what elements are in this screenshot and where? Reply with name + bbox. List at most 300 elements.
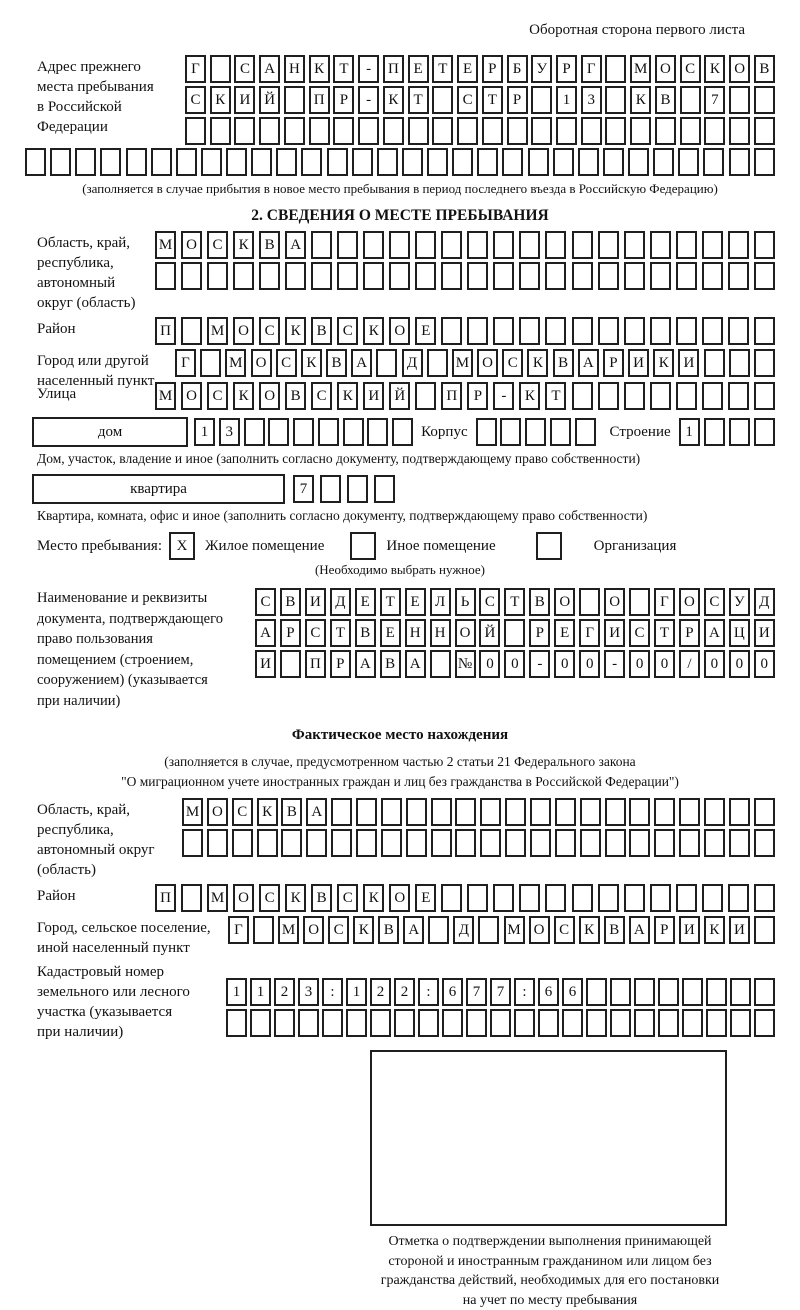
char-cell[interactable] (442, 1009, 463, 1037)
char-cell[interactable] (363, 262, 384, 290)
char-cell[interactable]: О (251, 349, 272, 377)
char-cell[interactable] (394, 1009, 415, 1037)
char-cell[interactable]: Е (554, 619, 575, 647)
char-cell[interactable] (678, 148, 699, 176)
char-cell[interactable] (519, 317, 540, 345)
char-cell[interactable]: А (255, 619, 276, 647)
char-cell[interactable] (455, 829, 476, 857)
char-cell[interactable]: Р (603, 349, 624, 377)
char-cell[interactable]: Р (529, 619, 550, 647)
char-cell[interactable]: К (285, 884, 306, 912)
char-cell[interactable] (276, 148, 297, 176)
char-cell[interactable] (257, 829, 278, 857)
char-cell[interactable]: 6 (538, 978, 559, 1006)
char-cell[interactable] (480, 829, 501, 857)
char-cell[interactable]: / (679, 650, 700, 678)
char-cell[interactable] (176, 148, 197, 176)
char-cell[interactable] (298, 1009, 319, 1037)
char-cell[interactable] (555, 798, 576, 826)
char-cell[interactable]: 3 (298, 978, 319, 1006)
char-cell[interactable] (634, 1009, 655, 1037)
char-cell[interactable]: С (207, 382, 228, 410)
char-cell[interactable] (389, 262, 410, 290)
char-cell[interactable]: С (479, 588, 500, 616)
char-cell[interactable]: Е (380, 619, 401, 647)
char-cell[interactable]: Р (333, 86, 354, 114)
char-cell[interactable] (441, 317, 462, 345)
char-cell[interactable] (226, 1009, 247, 1037)
char-cell[interactable] (500, 418, 521, 446)
char-cell[interactable] (556, 117, 577, 145)
char-cell[interactable] (754, 884, 775, 912)
char-cell[interactable] (381, 829, 402, 857)
char-cell[interactable] (629, 829, 650, 857)
char-cell[interactable]: У (531, 55, 552, 83)
char-cell[interactable]: Д (453, 916, 474, 944)
char-cell[interactable] (250, 1009, 271, 1037)
char-cell[interactable]: Р (679, 619, 700, 647)
checkbox-organizatsiya[interactable] (536, 532, 562, 560)
char-cell[interactable]: - (604, 650, 625, 678)
char-cell[interactable]: Т (654, 619, 675, 647)
char-cell[interactable]: С (305, 619, 326, 647)
char-cell[interactable] (490, 1009, 511, 1037)
char-cell[interactable] (311, 231, 332, 259)
char-cell[interactable]: К (337, 382, 358, 410)
char-cell[interactable]: О (207, 798, 228, 826)
char-cell[interactable] (729, 117, 750, 145)
char-cell[interactable]: Н (284, 55, 305, 83)
char-cell[interactable]: К (519, 382, 540, 410)
char-cell[interactable]: К (653, 349, 674, 377)
char-cell[interactable]: К (630, 86, 651, 114)
char-cell[interactable] (658, 978, 679, 1006)
char-cell[interactable]: К (363, 884, 384, 912)
char-cell[interactable] (25, 148, 46, 176)
char-cell[interactable]: К (704, 55, 725, 83)
char-cell[interactable]: Е (415, 317, 436, 345)
char-cell[interactable]: О (679, 588, 700, 616)
char-cell[interactable] (676, 382, 697, 410)
char-cell[interactable]: С (554, 916, 575, 944)
char-cell[interactable] (207, 262, 228, 290)
char-cell[interactable] (605, 829, 626, 857)
char-cell[interactable]: 1 (250, 978, 271, 1006)
char-cell[interactable]: Н (430, 619, 451, 647)
char-cell[interactable] (253, 916, 274, 944)
char-cell[interactable] (318, 418, 339, 446)
char-cell[interactable]: С (337, 884, 358, 912)
char-cell[interactable]: О (181, 382, 202, 410)
char-cell[interactable] (268, 418, 289, 446)
char-cell[interactable]: 1 (346, 978, 367, 1006)
char-cell[interactable]: М (504, 916, 525, 944)
char-cell[interactable] (682, 978, 703, 1006)
char-cell[interactable]: С (502, 349, 523, 377)
char-cell[interactable] (505, 829, 526, 857)
char-cell[interactable] (477, 148, 498, 176)
char-cell[interactable]: И (729, 916, 750, 944)
char-cell[interactable] (654, 798, 675, 826)
char-cell[interactable]: : (322, 978, 343, 1006)
char-cell[interactable]: 2 (274, 978, 295, 1006)
char-cell[interactable]: С (328, 916, 349, 944)
char-cell[interactable]: О (303, 916, 324, 944)
char-cell[interactable]: П (305, 650, 326, 678)
char-cell[interactable] (274, 1009, 295, 1037)
char-cell[interactable] (306, 829, 327, 857)
char-cell[interactable] (75, 148, 96, 176)
char-cell[interactable] (629, 798, 650, 826)
char-cell[interactable]: В (529, 588, 550, 616)
char-cell[interactable] (311, 262, 332, 290)
char-cell[interactable]: А (355, 650, 376, 678)
char-cell[interactable] (754, 148, 775, 176)
char-cell[interactable] (441, 231, 462, 259)
char-cell[interactable]: Р (330, 650, 351, 678)
char-cell[interactable]: В (553, 349, 574, 377)
char-cell[interactable]: Г (654, 588, 675, 616)
char-cell[interactable]: Т (380, 588, 401, 616)
char-cell[interactable] (226, 148, 247, 176)
char-cell[interactable]: 0 (579, 650, 600, 678)
char-cell[interactable] (598, 262, 619, 290)
char-cell[interactable]: Т (432, 55, 453, 83)
char-cell[interactable] (729, 829, 750, 857)
char-cell[interactable] (704, 117, 725, 145)
char-cell[interactable]: Й (259, 86, 280, 114)
char-cell[interactable]: 2 (394, 978, 415, 1006)
char-cell[interactable]: С (629, 619, 650, 647)
char-cell[interactable]: - (358, 55, 379, 83)
char-cell[interactable] (493, 231, 514, 259)
char-cell[interactable]: 2 (370, 978, 391, 1006)
char-cell[interactable] (531, 86, 552, 114)
char-cell[interactable]: И (255, 650, 276, 678)
char-cell[interactable]: Е (405, 588, 426, 616)
char-cell[interactable] (432, 86, 453, 114)
char-cell[interactable] (580, 829, 601, 857)
char-cell[interactable] (466, 1009, 487, 1037)
char-cell[interactable]: Б (507, 55, 528, 83)
char-cell[interactable] (553, 148, 574, 176)
char-cell[interactable]: К (233, 382, 254, 410)
char-cell[interactable] (729, 349, 750, 377)
char-cell[interactable]: С (255, 588, 276, 616)
char-cell[interactable] (728, 317, 749, 345)
char-cell[interactable] (50, 148, 71, 176)
char-cell[interactable] (603, 148, 624, 176)
char-cell[interactable]: К (579, 916, 600, 944)
char-cell[interactable] (259, 262, 280, 290)
char-cell[interactable] (545, 884, 566, 912)
char-cell[interactable] (629, 588, 650, 616)
char-cell[interactable] (704, 349, 725, 377)
char-cell[interactable] (530, 798, 551, 826)
char-cell[interactable]: 0 (729, 650, 750, 678)
char-cell[interactable]: Т (408, 86, 429, 114)
char-cell[interactable] (528, 148, 549, 176)
char-cell[interactable] (729, 148, 750, 176)
char-cell[interactable] (374, 475, 395, 503)
char-cell[interactable] (653, 148, 674, 176)
char-cell[interactable]: И (678, 349, 699, 377)
char-cell[interactable] (579, 588, 600, 616)
char-cell[interactable] (728, 262, 749, 290)
char-cell[interactable]: 3 (581, 86, 602, 114)
char-cell[interactable] (480, 798, 501, 826)
char-cell[interactable]: С (259, 317, 280, 345)
char-cell[interactable] (655, 117, 676, 145)
char-cell[interactable] (530, 829, 551, 857)
char-cell[interactable]: П (441, 382, 462, 410)
char-cell[interactable] (320, 475, 341, 503)
char-cell[interactable] (346, 1009, 367, 1037)
char-cell[interactable]: О (529, 916, 550, 944)
char-cell[interactable] (630, 117, 651, 145)
char-cell[interactable] (457, 117, 478, 145)
char-cell[interactable] (572, 262, 593, 290)
char-cell[interactable] (126, 148, 147, 176)
char-cell[interactable]: Д (754, 588, 775, 616)
char-cell[interactable] (363, 231, 384, 259)
char-cell[interactable]: С (337, 317, 358, 345)
char-cell[interactable] (155, 262, 176, 290)
char-cell[interactable]: К (309, 55, 330, 83)
char-cell[interactable] (427, 349, 448, 377)
char-cell[interactable]: И (234, 86, 255, 114)
char-cell[interactable] (482, 117, 503, 145)
char-cell[interactable]: В (378, 916, 399, 944)
char-cell[interactable]: № (455, 650, 476, 678)
char-cell[interactable]: А (306, 798, 327, 826)
char-cell[interactable]: Т (330, 619, 351, 647)
char-cell[interactable]: К (210, 86, 231, 114)
char-cell[interactable]: П (383, 55, 404, 83)
char-cell[interactable] (545, 317, 566, 345)
char-cell[interactable]: К (353, 916, 374, 944)
char-cell[interactable] (598, 382, 619, 410)
char-cell[interactable]: А (704, 619, 725, 647)
char-cell[interactable]: 3 (219, 418, 240, 446)
char-cell[interactable]: Д (330, 588, 351, 616)
char-cell[interactable] (370, 1009, 391, 1037)
char-cell[interactable]: С (276, 349, 297, 377)
char-cell[interactable] (415, 262, 436, 290)
char-cell[interactable]: Е (355, 588, 376, 616)
char-cell[interactable] (703, 148, 724, 176)
char-cell[interactable] (555, 829, 576, 857)
char-cell[interactable]: С (457, 86, 478, 114)
checkbox-zhiloe[interactable]: X (169, 532, 195, 560)
char-cell[interactable]: В (311, 317, 332, 345)
char-cell[interactable]: М (207, 884, 228, 912)
char-cell[interactable] (356, 829, 377, 857)
char-cell[interactable]: Р (467, 382, 488, 410)
char-cell[interactable] (679, 798, 700, 826)
char-cell[interactable] (728, 884, 749, 912)
char-cell[interactable]: О (389, 317, 410, 345)
char-cell[interactable] (624, 884, 645, 912)
char-cell[interactable]: - (358, 86, 379, 114)
char-cell[interactable]: 7 (466, 978, 487, 1006)
char-cell[interactable] (367, 418, 388, 446)
char-cell[interactable]: О (233, 884, 254, 912)
char-cell[interactable] (337, 262, 358, 290)
char-cell[interactable] (251, 148, 272, 176)
char-cell[interactable] (392, 418, 413, 446)
char-cell[interactable] (181, 884, 202, 912)
char-cell[interactable]: Л (430, 588, 451, 616)
char-cell[interactable] (502, 148, 523, 176)
char-cell[interactable] (232, 829, 253, 857)
char-cell[interactable] (586, 1009, 607, 1037)
char-cell[interactable] (624, 317, 645, 345)
char-cell[interactable] (572, 382, 593, 410)
char-cell[interactable]: И (679, 916, 700, 944)
char-cell[interactable]: Р (507, 86, 528, 114)
char-cell[interactable]: 7 (293, 475, 314, 503)
char-cell[interactable] (337, 231, 358, 259)
char-cell[interactable] (605, 86, 626, 114)
char-cell[interactable]: О (455, 619, 476, 647)
char-cell[interactable]: Й (389, 382, 410, 410)
char-cell[interactable] (467, 317, 488, 345)
char-cell[interactable]: Н (405, 619, 426, 647)
char-cell[interactable] (538, 1009, 559, 1037)
char-cell[interactable] (624, 382, 645, 410)
char-cell[interactable] (181, 317, 202, 345)
char-cell[interactable] (322, 1009, 343, 1037)
char-cell[interactable]: Г (175, 349, 196, 377)
char-cell[interactable] (730, 1009, 751, 1037)
char-cell[interactable] (455, 798, 476, 826)
char-cell[interactable] (309, 117, 330, 145)
char-cell[interactable] (406, 798, 427, 826)
char-cell[interactable]: И (305, 588, 326, 616)
char-cell[interactable] (586, 978, 607, 1006)
char-cell[interactable]: Т (482, 86, 503, 114)
char-cell[interactable] (281, 829, 302, 857)
char-cell[interactable]: В (281, 798, 302, 826)
char-cell[interactable] (210, 117, 231, 145)
char-cell[interactable] (531, 117, 552, 145)
char-cell[interactable]: 1 (226, 978, 247, 1006)
char-cell[interactable] (702, 884, 723, 912)
char-cell[interactable] (754, 317, 775, 345)
char-cell[interactable]: О (604, 588, 625, 616)
char-cell[interactable] (181, 262, 202, 290)
char-cell[interactable]: А (629, 916, 650, 944)
char-cell[interactable] (441, 884, 462, 912)
char-cell[interactable] (284, 117, 305, 145)
char-cell[interactable] (575, 418, 596, 446)
char-cell[interactable]: С (704, 588, 725, 616)
char-cell[interactable]: Р (654, 916, 675, 944)
char-cell[interactable]: Й (479, 619, 500, 647)
char-cell[interactable]: Д (402, 349, 423, 377)
char-cell[interactable] (331, 829, 352, 857)
char-cell[interactable] (408, 117, 429, 145)
char-cell[interactable]: П (155, 884, 176, 912)
char-cell[interactable] (200, 349, 221, 377)
char-cell[interactable] (704, 798, 725, 826)
char-cell[interactable] (284, 86, 305, 114)
char-cell[interactable] (333, 117, 354, 145)
char-cell[interactable]: С (259, 884, 280, 912)
char-cell[interactable] (728, 231, 749, 259)
char-cell[interactable]: А (351, 349, 372, 377)
char-cell[interactable]: К (257, 798, 278, 826)
char-cell[interactable] (754, 978, 775, 1006)
char-cell[interactable]: К (233, 231, 254, 259)
char-cell[interactable]: И (628, 349, 649, 377)
char-cell[interactable]: Т (333, 55, 354, 83)
char-cell[interactable] (598, 884, 619, 912)
char-cell[interactable]: О (233, 317, 254, 345)
char-cell[interactable] (580, 798, 601, 826)
char-cell[interactable] (572, 317, 593, 345)
char-cell[interactable] (754, 916, 775, 944)
char-cell[interactable] (358, 117, 379, 145)
char-cell[interactable] (182, 829, 203, 857)
char-cell[interactable] (233, 262, 254, 290)
char-cell[interactable] (519, 884, 540, 912)
char-cell[interactable]: С (234, 55, 255, 83)
char-cell[interactable] (628, 148, 649, 176)
char-cell[interactable] (676, 317, 697, 345)
char-cell[interactable]: К (285, 317, 306, 345)
char-cell[interactable] (428, 916, 449, 944)
char-cell[interactable]: П (309, 86, 330, 114)
char-cell[interactable]: 0 (554, 650, 575, 678)
char-cell[interactable] (244, 418, 265, 446)
char-cell[interactable] (505, 798, 526, 826)
char-cell[interactable] (493, 317, 514, 345)
char-cell[interactable] (478, 916, 499, 944)
char-cell[interactable]: О (554, 588, 575, 616)
char-cell[interactable] (519, 262, 540, 290)
char-cell[interactable]: Р (482, 55, 503, 83)
char-cell[interactable]: - (529, 650, 550, 678)
char-cell[interactable] (545, 262, 566, 290)
char-cell[interactable] (572, 231, 593, 259)
char-cell[interactable] (754, 798, 775, 826)
char-cell[interactable]: 0 (754, 650, 775, 678)
char-cell[interactable]: М (278, 916, 299, 944)
char-cell[interactable] (610, 1009, 631, 1037)
char-cell[interactable]: Г (228, 916, 249, 944)
char-cell[interactable]: В (604, 916, 625, 944)
char-cell[interactable]: В (259, 231, 280, 259)
char-cell[interactable]: В (754, 55, 775, 83)
char-cell[interactable]: 1 (679, 418, 700, 446)
char-cell[interactable]: Г (185, 55, 206, 83)
char-cell[interactable] (702, 382, 723, 410)
char-cell[interactable]: П (155, 317, 176, 345)
char-cell[interactable] (624, 231, 645, 259)
char-cell[interactable]: Е (408, 55, 429, 83)
char-cell[interactable] (729, 86, 750, 114)
char-cell[interactable] (525, 418, 546, 446)
char-cell[interactable] (431, 798, 452, 826)
char-cell[interactable] (605, 55, 626, 83)
char-cell[interactable] (381, 798, 402, 826)
char-cell[interactable]: 0 (504, 650, 525, 678)
char-cell[interactable]: В (311, 884, 332, 912)
char-cell[interactable] (682, 1009, 703, 1037)
char-cell[interactable] (376, 349, 397, 377)
